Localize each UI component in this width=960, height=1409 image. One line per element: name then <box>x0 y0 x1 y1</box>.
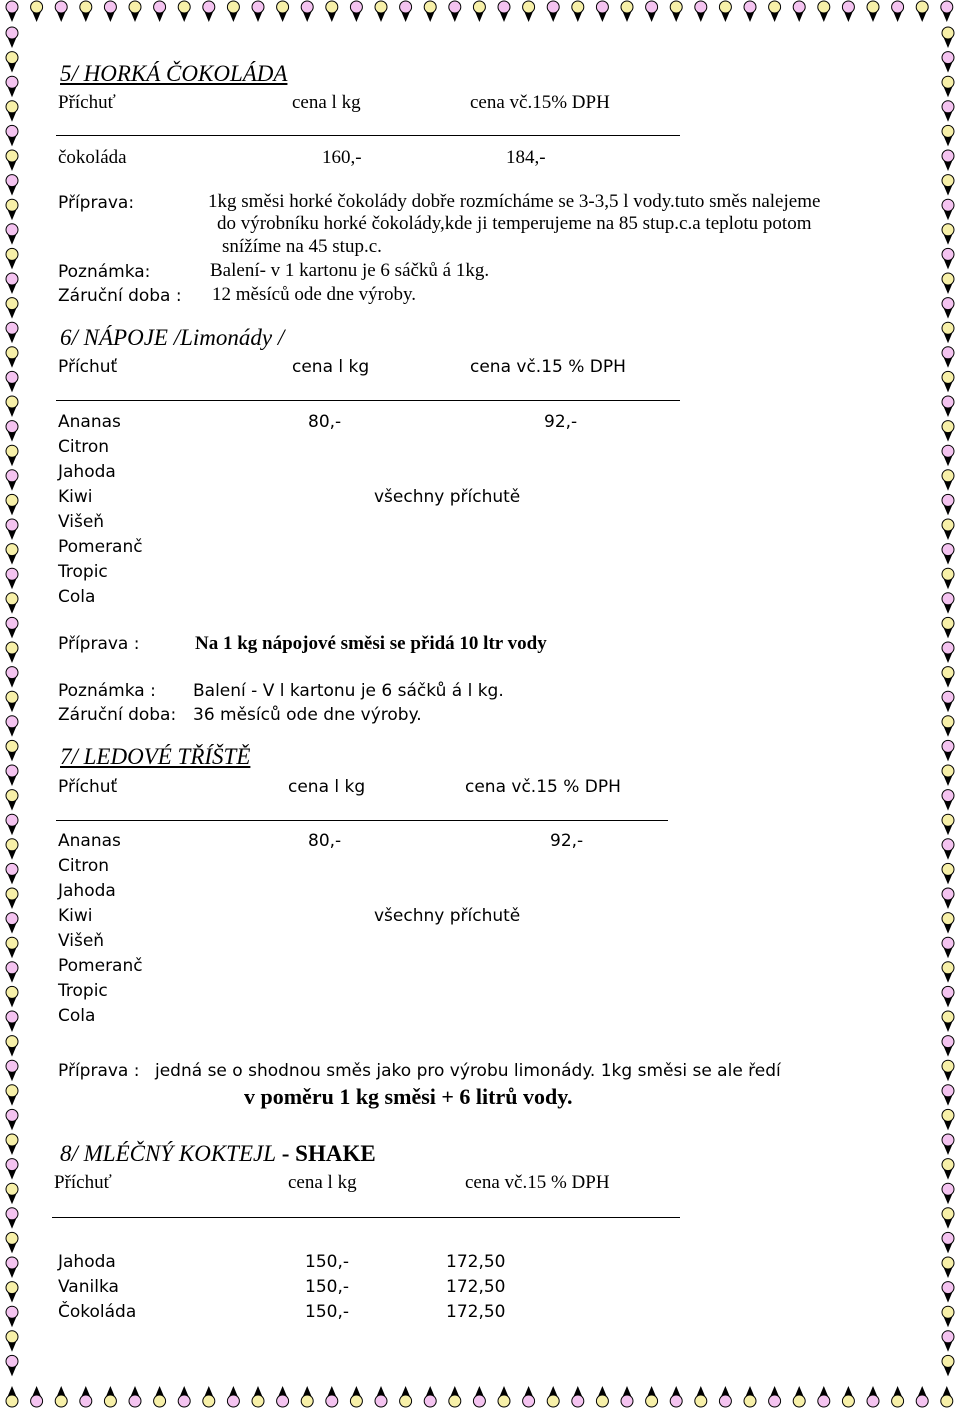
ice-cream-cone-icon <box>104 1386 116 1407</box>
ice-cream-cone-icon <box>498 1386 510 1407</box>
note-text: Balení - V l kartonu je 6 sáčků á l kg. <box>193 681 504 701</box>
prep-line: 1kg směsi horké čokolády dobře rozmícháme se 3-3,5 l vody.tuto směs nalejeme <box>208 191 821 212</box>
ice-cream-cone-icon <box>942 790 954 811</box>
ice-cream-cone-icon <box>6 1386 18 1407</box>
flavor-item: Citron <box>58 856 110 876</box>
ice-cream-cone-icon <box>6 1011 18 1032</box>
ice-cream-cone-icon <box>941 1 953 22</box>
divider <box>52 1217 680 1218</box>
ice-cream-cone-icon <box>6 76 18 97</box>
flavor-item: Cola <box>58 587 96 607</box>
ice-cream-cone-icon <box>6 1036 18 1057</box>
ice-cream-cone-icon <box>942 1232 954 1253</box>
ice-cream-cone-icon <box>942 937 954 958</box>
ice-cream-cone-icon <box>80 1 92 22</box>
warranty-text: 36 měsíců ode dne výroby. <box>193 705 422 725</box>
flavor-item: Višeň <box>58 512 105 532</box>
ice-cream-cone-icon <box>6 716 18 737</box>
ice-cream-cone-icon <box>129 1 141 22</box>
ice-cream-cone-icon <box>942 199 954 220</box>
ice-cream-cone-icon <box>842 1 854 22</box>
note-label: Poznámka: <box>58 262 151 282</box>
header-flavor: Příchuť <box>58 777 118 797</box>
ice-cream-cone-icon <box>55 1 67 22</box>
flavor-item: Tropic <box>58 562 108 582</box>
ice-cream-cone-icon <box>375 1 387 22</box>
table-row-vat: 172,50 <box>446 1302 506 1322</box>
ice-cream-cone-icon <box>6 224 18 245</box>
ice-cream-cone-icon <box>670 1386 682 1407</box>
ice-cream-cone-icon <box>498 1 510 22</box>
prep-label: Příprava : <box>58 634 140 654</box>
ice-cream-cone-icon <box>842 1386 854 1407</box>
ice-cream-cone-icon <box>6 1208 18 1229</box>
ice-cream-cone-icon <box>621 1386 633 1407</box>
ice-cream-cone-icon <box>6 371 18 392</box>
ice-cream-cone-icon <box>942 667 954 688</box>
ice-cream-cone-icon <box>942 52 954 73</box>
ice-cream-cone-icon <box>942 593 954 614</box>
ice-cream-cone-icon <box>942 740 954 761</box>
ice-cream-cone-icon <box>375 1386 387 1407</box>
ice-cream-cone-icon <box>942 396 954 417</box>
ice-cream-cone-icon <box>769 1386 781 1407</box>
prep-line: do výrobníku horké čokolády,kde ji temperujeme na 85 stup.c.a teplotu potom <box>217 213 812 234</box>
header-price: cena l kg <box>288 1172 357 1193</box>
ice-cream-cone-icon <box>942 814 954 835</box>
ice-cream-cone-icon <box>6 790 18 811</box>
ice-cream-cone-icon <box>942 839 954 860</box>
ice-cream-cone-icon <box>252 1386 264 1407</box>
table-row-price: 150,- <box>305 1252 349 1272</box>
prep-text: jedná se o shodnou směs jako pro výrobu limonády. 1kg směsi se ale ředí <box>155 1061 781 1081</box>
ice-cream-cone-icon <box>6 1134 18 1155</box>
ice-cream-cone-icon <box>892 1386 904 1407</box>
all-flavors-note: všechny příchutě <box>374 906 521 926</box>
section-5-title: 5/ HORKÁ ČOKOLÁDA <box>60 61 288 86</box>
ice-cream-cone-icon <box>942 1036 954 1057</box>
ice-cream-cone-icon <box>646 1 658 22</box>
ice-cream-cone-icon <box>596 1 608 22</box>
ice-cream-cone-icon <box>572 1386 584 1407</box>
divider <box>56 135 680 136</box>
ice-cream-cone-icon <box>942 1109 954 1130</box>
ice-cream-cone-icon <box>942 913 954 934</box>
flavor-item: Jahoda <box>58 881 116 901</box>
ice-cream-cone-icon <box>942 445 954 466</box>
ice-cream-cone-icon <box>178 1386 190 1407</box>
ice-cream-cone-icon <box>942 1011 954 1032</box>
header-price: cena l kg <box>288 777 366 797</box>
ice-cream-cone-icon <box>6 1085 18 1106</box>
flavor-item: Tropic <box>58 981 108 1001</box>
ice-cream-cone-icon <box>942 322 954 343</box>
section-8-title-italic: 8/ MLÉČNÝ KOKTEJL <box>60 1141 276 1166</box>
ice-cream-cone-icon <box>6 298 18 319</box>
ice-cream-cone-icon <box>6 765 18 786</box>
ice-cream-cone-icon <box>6 494 18 515</box>
ice-cream-cone-icon <box>424 1386 436 1407</box>
ice-cream-cone-icon <box>6 1232 18 1253</box>
ice-cream-cone-icon <box>6 322 18 343</box>
flavor-item: Ananas <box>58 412 121 432</box>
ice-cream-cone-icon <box>547 1386 559 1407</box>
header-vat: cena vč.15 % DPH <box>470 357 626 377</box>
ice-cream-cone-icon <box>449 1 461 22</box>
ice-cream-cone-icon <box>400 1 412 22</box>
ice-cream-cone-icon <box>942 863 954 884</box>
ice-cream-cone-icon <box>80 1386 92 1407</box>
ice-cream-cone-icon <box>6 863 18 884</box>
ice-cream-cone-icon <box>942 519 954 540</box>
ice-cream-cone-icon <box>942 150 954 171</box>
ice-cream-cone-icon <box>6 421 18 442</box>
header-flavor: Příchuť <box>58 92 116 113</box>
ice-cream-cone-icon <box>942 1134 954 1155</box>
ice-cream-cone-icon <box>129 1386 141 1407</box>
ice-cream-cone-icon <box>6 52 18 73</box>
ice-cream-cone-icon <box>942 765 954 786</box>
ice-cream-cone-icon <box>6 1355 18 1376</box>
vat-price: 92,- <box>550 831 584 851</box>
ice-cream-cone-icon <box>942 347 954 368</box>
ice-cream-cone-icon <box>942 1331 954 1352</box>
ice-cream-cone-icon <box>942 986 954 1007</box>
ice-cream-cone-icon <box>744 1 756 22</box>
header-flavor: Příchuť <box>58 357 118 377</box>
ice-cream-cone-icon <box>941 1386 953 1407</box>
ice-cream-cone-icon <box>942 1060 954 1081</box>
ice-cream-cone-icon <box>252 1 264 22</box>
ice-cream-cone-icon <box>473 1386 485 1407</box>
flavor-item: Jahoda <box>58 462 116 482</box>
ice-cream-cone-icon <box>942 544 954 565</box>
ice-cream-cone-icon <box>942 1306 954 1327</box>
ice-cream-cone-icon <box>203 1386 215 1407</box>
flavor-item: Kiwi <box>58 487 93 507</box>
header-price: cena l kg <box>292 357 370 377</box>
ice-cream-cone-icon <box>942 27 954 48</box>
ice-cream-cone-icon <box>154 1 166 22</box>
ice-cream-cone-icon <box>6 273 18 294</box>
ice-cream-cone-icon <box>6 1 18 22</box>
ice-cream-cone-icon <box>6 1257 18 1278</box>
ice-cream-cone-icon <box>793 1 805 22</box>
ice-cream-cone-icon <box>326 1386 338 1407</box>
ice-cream-cone-icon <box>942 642 954 663</box>
ice-cream-cone-icon <box>892 1 904 22</box>
ice-cream-cone-icon <box>6 913 18 934</box>
ice-cream-cone-icon <box>769 1 781 22</box>
ice-cream-cone-icon <box>6 1282 18 1303</box>
ice-cream-cone-icon <box>942 371 954 392</box>
prep-label: Příprava : <box>58 1061 140 1081</box>
ice-cream-cone-icon <box>942 568 954 589</box>
section-8-title <box>60 1143 376 1165</box>
prep-label: Příprava: <box>58 193 135 213</box>
flavor-item: Citron <box>58 437 110 457</box>
ice-cream-cone-icon <box>350 1386 362 1407</box>
ice-cream-cone-icon <box>942 962 954 983</box>
ice-cream-cone-icon <box>719 1386 731 1407</box>
ice-cream-cone-icon <box>695 1 707 22</box>
ice-cream-cone-icon <box>6 1306 18 1327</box>
ice-cream-cone-icon <box>6 986 18 1007</box>
ice-cream-cone-icon <box>942 1257 954 1278</box>
ice-cream-cone-icon <box>6 691 18 712</box>
ice-cream-cone-icon <box>916 1 928 22</box>
ice-cream-cone-icon <box>6 1159 18 1180</box>
ice-cream-cone-icon <box>31 1 43 22</box>
ice-cream-cone-icon <box>942 716 954 737</box>
ice-cream-cone-icon <box>942 76 954 97</box>
ice-cream-cone-icon <box>6 27 18 48</box>
ice-cream-cone-icon <box>6 642 18 663</box>
ice-cream-cone-icon <box>942 421 954 442</box>
ice-cream-cone-icon <box>6 617 18 638</box>
note-label: Poznámka : <box>58 681 156 701</box>
section-7-title: 7/ LEDOVÉ TŘÍŠTĚ <box>60 744 251 769</box>
ice-cream-cone-icon <box>6 593 18 614</box>
price: 80,- <box>308 831 342 851</box>
ice-cream-cone-icon <box>400 1386 412 1407</box>
table-row-vat: 172,50 <box>446 1252 506 1272</box>
ice-cream-cone-icon <box>6 839 18 860</box>
ice-cream-cone-icon <box>277 1386 289 1407</box>
ice-cream-cone-icon <box>744 1386 756 1407</box>
ice-cream-cone-icon <box>6 1109 18 1130</box>
divider <box>56 400 680 401</box>
ice-cream-cone-icon <box>473 1 485 22</box>
ice-cream-cone-icon <box>719 1 731 22</box>
ice-cream-cone-icon <box>104 1 116 22</box>
ice-cream-cone-icon <box>301 1386 313 1407</box>
ice-cream-cone-icon <box>670 1 682 22</box>
table-row-name: Jahoda <box>58 1252 116 1272</box>
ice-cream-cone-icon <box>867 1 879 22</box>
ice-cream-cone-icon <box>424 1 436 22</box>
ice-cream-cone-icon <box>277 1 289 22</box>
ice-cream-cone-icon <box>621 1 633 22</box>
divider <box>56 820 668 821</box>
ice-cream-cone-icon <box>6 248 18 269</box>
flavor-item: Ananas <box>58 831 121 851</box>
ice-cream-cone-icon <box>942 224 954 245</box>
ice-cream-cone-icon <box>572 1 584 22</box>
ice-cream-cone-icon <box>6 568 18 589</box>
ice-cream-cone-icon <box>942 298 954 319</box>
ice-cream-cone-icon <box>547 1 559 22</box>
ice-cream-cone-icon <box>227 1386 239 1407</box>
header-vat: cena vč.15% DPH <box>470 92 610 113</box>
ice-cream-cone-icon <box>326 1 338 22</box>
ice-cream-cone-icon <box>942 1355 954 1376</box>
ice-cream-cone-icon <box>942 470 954 491</box>
table-row-name: Vanilka <box>58 1277 119 1297</box>
ice-cream-cone-icon <box>942 101 954 122</box>
ice-cream-cone-icon <box>818 1386 830 1407</box>
ice-cream-cone-icon <box>227 1 239 22</box>
ice-cream-cone-icon <box>31 1386 43 1407</box>
ice-cream-cone-icon <box>6 814 18 835</box>
warranty-text: 12 měsíců ode dne výroby. <box>212 284 417 305</box>
all-flavors-note: všechny příchutě <box>374 487 521 507</box>
table-row-price: 150,- <box>305 1277 349 1297</box>
ice-cream-cone-icon <box>942 617 954 638</box>
ice-cream-cone-icon <box>818 1 830 22</box>
ice-cream-cone-icon <box>695 1386 707 1407</box>
ice-cream-cone-icon <box>6 962 18 983</box>
ice-cream-cone-icon <box>6 470 18 491</box>
ice-cream-cone-icon <box>301 1 313 22</box>
section-8-title-rest: - SHAKE <box>276 1141 376 1166</box>
header-vat: cena vč.15 % DPH <box>465 777 621 797</box>
ice-cream-cone-icon <box>942 273 954 294</box>
prep-line: snížíme na 45 stup.c. <box>222 236 382 257</box>
ice-cream-cone-icon <box>916 1386 928 1407</box>
ice-cream-cone-icon <box>154 1386 166 1407</box>
ice-cream-cone-icon <box>942 1183 954 1204</box>
ice-cream-cone-icon <box>942 494 954 515</box>
flavor-item: Pomeranč <box>58 956 143 976</box>
prep-text: Na 1 kg nápojové směsi se přidá 10 ltr vody <box>195 633 547 654</box>
warranty-label: Záruční doba : <box>58 286 182 306</box>
ice-cream-cone-icon <box>55 1386 67 1407</box>
ice-cream-cone-icon <box>6 667 18 688</box>
section-6-title: 6/ NÁPOJE /Limonády / <box>60 325 285 350</box>
ice-cream-cone-icon <box>6 101 18 122</box>
ice-cream-cone-icon <box>942 1159 954 1180</box>
ice-cream-cone-icon <box>203 1 215 22</box>
note-text: Balení- v 1 kartonu je 6 sáčků á 1kg. <box>210 260 490 281</box>
ice-cream-cone-icon <box>793 1386 805 1407</box>
flavor-item: Kiwi <box>58 906 93 926</box>
ice-cream-cone-icon <box>867 1386 879 1407</box>
ice-cream-cone-icon <box>6 175 18 196</box>
ice-cream-cone-icon <box>6 445 18 466</box>
ice-cream-cone-icon <box>6 1183 18 1204</box>
flavor-item: Pomeranč <box>58 537 143 557</box>
flavor-item: Cola <box>58 1006 96 1026</box>
ice-cream-cone-icon <box>6 937 18 958</box>
ice-cream-cone-icon <box>6 150 18 171</box>
row-price: 160,- <box>322 147 362 168</box>
ice-cream-cone-icon <box>6 347 18 368</box>
ice-cream-cone-icon <box>6 199 18 220</box>
ice-cream-cone-icon <box>942 175 954 196</box>
ice-cream-cone-icon <box>6 1060 18 1081</box>
ice-cream-cone-icon <box>178 1 190 22</box>
header-flavor: Příchuť <box>54 1172 112 1193</box>
ice-cream-cone-icon <box>6 519 18 540</box>
ice-cream-cone-icon <box>523 1386 535 1407</box>
ice-cream-cone-icon <box>646 1386 658 1407</box>
header-vat: cena vč.15 % DPH <box>465 1172 610 1193</box>
table-row-name: Čokoláda <box>58 1302 137 1322</box>
row-vat: 184,- <box>506 147 546 168</box>
ice-cream-cone-icon <box>6 888 18 909</box>
ice-cream-cone-icon <box>942 888 954 909</box>
ice-cream-cone-icon <box>6 544 18 565</box>
prep-bold: v poměru 1 kg směsi + 6 litrů vody. <box>244 1084 573 1109</box>
ice-cream-cone-icon <box>6 125 18 146</box>
ice-cream-cone-icon <box>449 1386 461 1407</box>
header-price: cena l kg <box>292 92 361 113</box>
table-row-price: 150,- <box>305 1302 349 1322</box>
flavor-item: Višeň <box>58 931 105 951</box>
ice-cream-cone-icon <box>350 1 362 22</box>
ice-cream-cone-icon <box>942 1282 954 1303</box>
ice-cream-cone-icon <box>596 1386 608 1407</box>
table-row-vat: 172,50 <box>446 1277 506 1297</box>
warranty-label: Záruční doba: <box>58 705 177 725</box>
ice-cream-cone-icon <box>523 1 535 22</box>
price: 80,- <box>308 412 342 432</box>
row-name: čokoláda <box>58 147 127 168</box>
vat-price: 92,- <box>544 412 578 432</box>
ice-cream-cone-icon <box>6 740 18 761</box>
ice-cream-cone-icon <box>942 691 954 712</box>
ice-cream-cone-icon <box>942 248 954 269</box>
ice-cream-cone-icon <box>942 1085 954 1106</box>
ice-cream-cone-icon <box>942 125 954 146</box>
ice-cream-cone-icon <box>942 1208 954 1229</box>
ice-cream-cone-icon <box>6 396 18 417</box>
ice-cream-cone-icon <box>6 1331 18 1352</box>
